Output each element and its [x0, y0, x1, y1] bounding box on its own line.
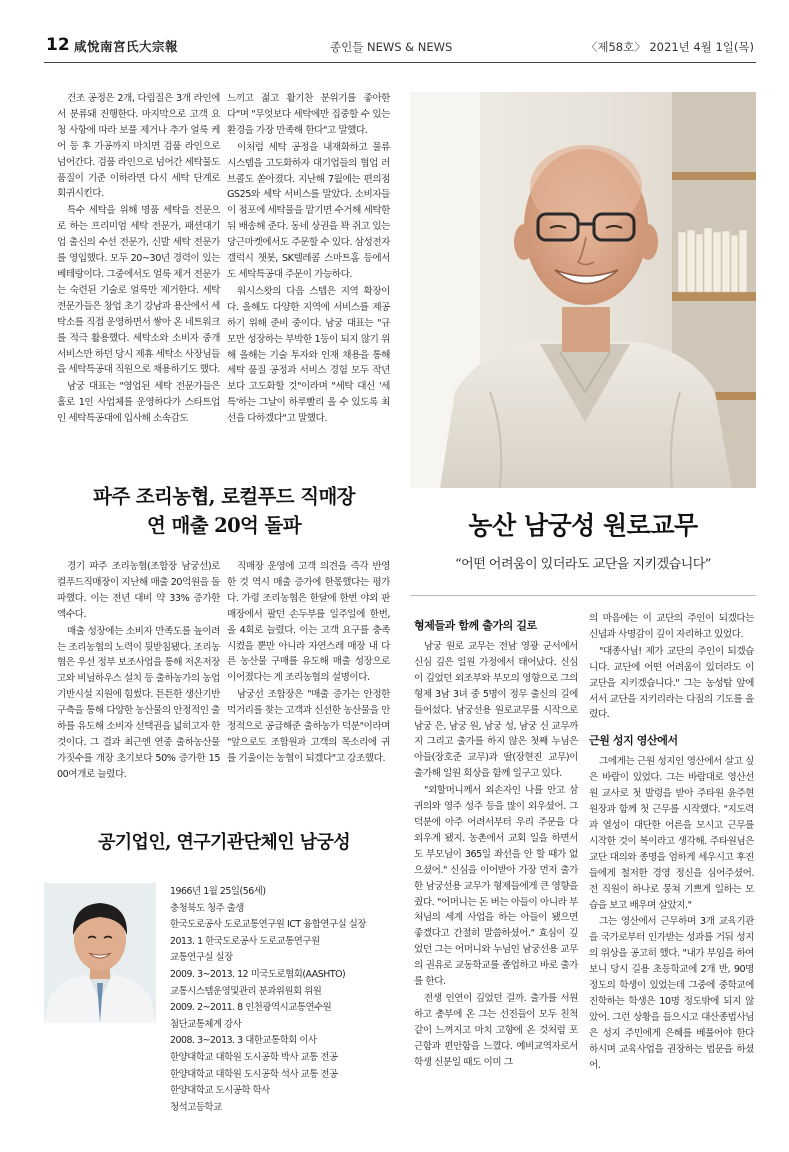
- article4-col1-para: 전생 인연이 깊었던 걸까. 출가를 서원하고 총부에 온 그는 선진들이 모두 친척같이 느껴지고 마치 고향에 온 것처럼 포근함과 편안함을 느꼈다. 예비교역자로서 학생 신분일 때도 이미 그: [414, 992, 578, 1068]
- article2-col2: [227, 559, 390, 768]
- profile-line: 2009. 2~2011. 8 인천광역시교통연수원: [170, 1002, 332, 1014]
- article4-section2-title: 근원 성지 영산에서: [589, 734, 678, 748]
- article2-col1-para: 경기 파주 조리농협(조합장 남궁선)로컬푸드직매장이 지난해 매출 20억원을 돌파했다. 이는 전년 대비 약 33% 증가한 액수다.: [57, 561, 220, 620]
- article1-col2-para: 워시스왓의 다음 스텝은 지역 확장이다. 올해도 다양한 지역에 서비스를 제공하기 위해 준비 중이다. 남궁 대표는 "규모만 성장하는 부박한 1등이 되지 않기 위해 올해는 기술 투자와 인재 채용을 통해 세탁 품질 공정과 서비스 경험 모두 작년보다 고도화할 것"이라며 "세탁 대신 '세특'하는 그날이 하루빨리 올 수 있도록 최선을 다하겠다"고 말했다.: [227, 285, 390, 425]
- article1-col2: [227, 91, 390, 428]
- article4-col2-para: 의 마음에는 이 교단의 주인이 되겠다는 신념과 사명감이 깊이 자리하고 있었다.: [589, 613, 754, 640]
- profile-line: 청석고등학교: [170, 1101, 222, 1113]
- article4-col2: [589, 611, 754, 1074]
- profile-line: 2013. 1 한국도로공사 도로교통연구원: [170, 935, 320, 947]
- article4-col2-para: 그에게는 근원 성지인 영산에서 살고 싶은 바람이 있었다. 그는 바람대로 영산선원 교사로 첫 발령을 받아 주타원 윤주현 원장과 함께 첫 근무를 시작했다. "지도력과 열성이 대단한 어른을 모시고 근무를 시작한 것이 복이라고 생각해. 주타원님은 교단 대의와 종명을 엄하게 세우시고 후진들에게 철저한 경영 정신을 심어주셨어. 전 직원이 하나로 뭉쳐 기쁘게 일하는 모습을 보고 배우며 살았지.": [589, 756, 754, 911]
- article3-profile: [170, 884, 400, 1116]
- article4-subheadline: “어떤 어려움이 있더라도 교단을 지키겠습니다”: [455, 557, 711, 572]
- monk-portrait-photo: [410, 92, 756, 488]
- masthead: 咸悅南宮氏大宗報: [74, 39, 179, 54]
- profile-line: 충청북도 청주 출생: [170, 902, 244, 914]
- article4-headline-divider: [410, 595, 756, 596]
- issue-date: 〈제58호〉 2021년 4월 1일(목): [585, 40, 754, 54]
- article1-col2-para: 느끼고 젊고 활기찬 분위기를 좋아한다"며 "무엇보다 세탁에만 집중할 수 있는 환경을 가장 만족해 한다"고 말했다.: [227, 93, 390, 136]
- article1-col2-para: 이처럼 세탁 공정을 내재화하고 물류 시스템을 고도화하자 대기업들의 협업 러브콜도 쏟아졌다. 지난해 7월에는 편의점 GS25와 세탁 서비스를 말았다. 소비자들이 점포에 세탁물을 맡기면 수거해 세탁한 뒤 배송해 준다. 동네 상권을 꽉 쥐고 있는 당근마켓에서도 주문할 수 있다. 삼성전자 갤럭시 챗봇, SK텔레콤 스마트홈 등에서도 세탁특공대 주문이 가능하다.: [227, 141, 390, 280]
- article4-col1: [414, 617, 578, 1071]
- monk-portrait-image: [410, 92, 756, 488]
- profile-line: 교통연구실 실장: [170, 952, 233, 964]
- article4-col1-para: 남궁 원로 교무는 전남 영광 군서에서 신심 깊은 일원 가정에서 태어났다. 신심이 깊었던 외조부와 부모의 영향으로 그의 형제 3남 3녀 중 5명이 정무 출신의 길에 들어섰다. 남궁선용 원로교무를 시작으로 남궁 은, 남궁 원, 남궁 성, 남궁 신 교무까지 그리고 출가를 하지 않은 첫째 누님은 아들(장호준 교무)과 딸(장현진 교무)이 출가해 일원 회상을 함께 일구고 있다.: [414, 641, 578, 780]
- article4-headline: 농산 남궁성 원로교무: [468, 511, 698, 540]
- profile-line: 2008. 3~2013. 3 대한교통학회 이사: [170, 1035, 317, 1047]
- page-number: 12: [46, 35, 70, 55]
- researcher-portrait-photo: [44, 883, 156, 1023]
- profile-line: 한양대학교 도시공학 학사: [170, 1085, 270, 1097]
- article2-col1-para: 매출 성장에는 소비자 만족도를 높이려는 조리농협의 노력이 뒷받침됐다. 조리농협은 우선 정부 보조사업을 통해 저온저장고와 비닐하우스 설치 등 출하농가의 농업기반시설 지원에 힘썼다. 튼튼한 생산기반 구축을 통해 다양한 농산물의 안정적인 출하를 유도해 소비자 선택권을 넓히고자 한 것이다. 그 결과 최근엔 연중 출하농산물 가짓수를 개장 초기보다 50% 증가한 1500여개로 늘렸다.: [57, 625, 220, 780]
- article1-col1-para: 남궁 대표는 "영업된 세탁 전문가들은 홀로 1인 사업체를 운영하다가 스타트업인 세탁특공대에 입사해 소속감도: [57, 381, 220, 425]
- article3-headline: 공기업인, 연구기관단체인 남궁성: [97, 832, 351, 853]
- article1-col1-para: 건조 공정은 2개, 다림질은 3개 라인에서 분류돼 진행한다. 마지막으로 고객 요청 사항에 따라 보풀 제거나 추가 얼룩 케어 등 후 가공까지 마치면 검품 라인으로 넘어간다. 검품 라인으로 넘어간 세탁물도 품질이 기준 이하라면 다시 세탁 단계로 회귀시킨다.: [57, 93, 220, 200]
- section-title: 종인들 NEWS & NEWS: [330, 40, 453, 54]
- profile-line: 첨단교통체계 강사: [170, 1018, 242, 1030]
- article4-section1-title: 형제들과 함께 출가의 길로: [414, 619, 537, 632]
- profile-line: 교통시스템운영및관리 분과위원회 위원: [170, 985, 322, 997]
- article1-col1-para: 특수 세탁을 위해 명품 세탁을 전문으로 하는 프리미엄 세탁 전문가, 패션대기업 출신의 수선 전문가, 신발 세탁 전문가를 영입했다. 모두 20~30년 경력이 있는 베테랑이다. 그중에서도 얼룩 제거 전문가는 숙련된 기술로 얼룩만 제거한다. 세탁 전문가들은 창업 초기 강남과 용산에서 세탁소를 직접 운영하면서 쌓아 온 네트워크를 적극 활용했다. 세탁소와 소비자 중개 서비스만 하던 당시 제휴 세탁소 사장님들을 세탁특공대 직원으로 채용하기도 했다.: [57, 205, 220, 376]
- profile-line: 1966년 1월 25일(56세): [170, 886, 266, 897]
- page-header: [44, 34, 756, 60]
- article2-headline-line2: 연 매출 20억 돌파: [147, 514, 301, 537]
- researcher-portrait-image: [44, 883, 156, 1023]
- profile-line: 2009. 3~2013. 12 미국도로협회(AASHTO): [170, 968, 346, 980]
- profile-line: 한양대학교 대학원 도시공학 박사 교통 전공: [170, 1051, 338, 1063]
- article4-col1-para: "외할머니께서 외손자인 나를 안고 삼귀의와 영주 성주 등을 많이 외우셨어. 그 덕분에 아주 어려서부터 우리 주문을 다 외우게 됐지. 농촌에서 교회 일을 하면서도 부모님이 365일 좌선을 안 할 때가 없으셨어." 신심을 이어받아 가장 먼저 출가한 남궁선용 교무가 형제들에게 큰 영향을 줬다. "어머니는 돈 버는 아들이 아니라 부처님의 세계 사업을 하는 아들이 됐으면 좋겠다고 간절히 말씀하셨어." 효심이 깊었던 그는 어머니와 누님인 남궁선용 교무의 권유로 교동학교를 졸업하고 바로 출가를 한다.: [414, 785, 578, 988]
- article4-col2-para: 그는 영산에서 근무하며 3개 교육기관을 국가로부터 인가받는 성과를 거둬 성지의 위상을 공고히 했다. "내가 부임을 하여보니 당시 길용 초등학교에 2개 반, 90명 정도의 학생이 있었는데 그중에 중학교에 진학하는 학생은 10명 정도밖에 되지 않았어. 그런 상황을 들으시고 대산종법사님은 성지 주민에게 은혜를 베풀어야 한다 하시며 교육사업을 권장하는 법문을 하셨어.: [589, 916, 754, 1071]
- article2-col1: [57, 559, 220, 784]
- article2-headline: [44, 482, 404, 540]
- article2-col2-para: 남궁선 조합장은 "매출 증가는 안정한 먹거리를 찾는 고객과 신선한 농산물을 안정적으로 공급해준 출하농가 덕분"이라며 "앞으로도 조합원과 고객의 목소리에 귀를 기울이는 농협이 되겠다"고 강조했다.: [227, 689, 390, 764]
- article2-col2-para: 직매장 운영에 고객 의견을 즉각 반영한 것 역시 매출 증가에 한몫했다는 평가다. 가령 조리농협은 한달에 한번 야외 판매장에서 팔던 손두부를 일주일에 한번, 올 4회로 늘렸다. 이는 고객 요구를 충족시켰을 뿐만 아니라 자연스레 매장 내 다른 농산물 구매를 유도해 매출 성장으로 이어졌다는 게 조리농협의 설명이다.: [227, 561, 390, 684]
- article2-headline-line1: 파주 조리농협, 로컬푸드 직매장: [93, 485, 355, 508]
- profile-line: 한양대학교 대학원 도시공학 석사 교통 전공: [170, 1068, 338, 1080]
- header-divider: [44, 62, 756, 63]
- article4-col2-para: "대종사님! 제가 교단의 주인이 되겠습니다. 교단에 어떤 어려움이 있더라도 이 교단을 지키겠습니다." 그는 농성탑 앞에 서서 교단을 지키리라는 다짐의 기도를 올렸다.: [589, 645, 754, 721]
- profile-line: 한국도로공사 도로교통연구원 ICT 융합연구실 실장: [170, 919, 366, 931]
- article1-col1: [57, 91, 220, 428]
